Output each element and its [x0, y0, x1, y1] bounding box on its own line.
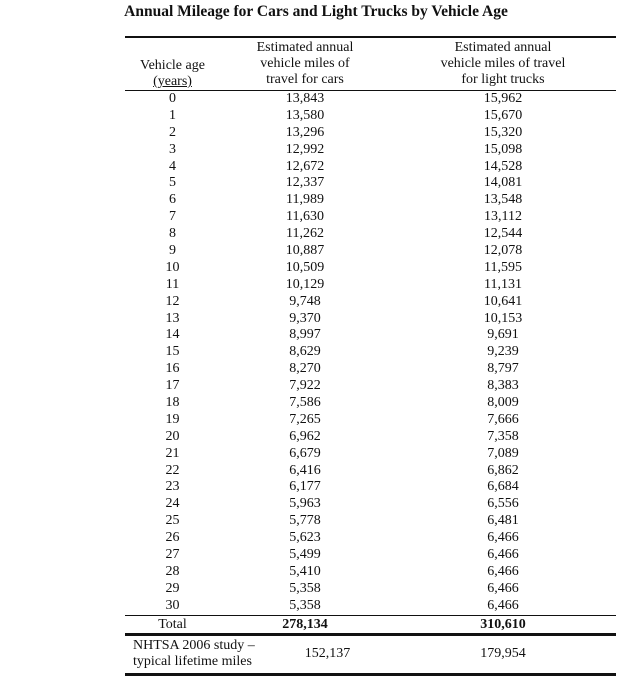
table-row [125, 260, 616, 277]
cell-age: 8 [169, 226, 176, 242]
cell-cars: 13,580 [285, 107, 325, 123]
cell-trucks: 9,239 [487, 344, 519, 360]
cell-cars: 6,416 [289, 462, 321, 478]
cell-age: 14 [165, 327, 180, 343]
table-row [125, 91, 616, 108]
cell-cars: 5,410 [289, 563, 321, 579]
header-vehicle-age [125, 38, 220, 90]
cell-trucks: 10,641 [483, 293, 523, 309]
cell-trucks: 7,666 [487, 411, 519, 427]
cell-age: 5 [169, 175, 176, 191]
cell-trucks: 13,548 [483, 192, 523, 208]
cell-cars: 6,177 [289, 479, 321, 495]
cell-age: 30 [165, 597, 180, 613]
table-row [125, 361, 616, 378]
cell-trucks: 15,098 [483, 141, 523, 157]
header-trucks [390, 38, 616, 90]
total-label: Total [158, 616, 187, 632]
cell-trucks: 7,358 [487, 428, 519, 444]
cell-trucks: 6,466 [487, 580, 519, 596]
cell-cars: 12,337 [285, 175, 325, 191]
table-row [125, 378, 616, 395]
table-row [125, 496, 616, 513]
cell-cars: 11,262 [286, 226, 324, 242]
cell-age: 21 [165, 445, 180, 461]
cell-age: 3 [169, 141, 176, 157]
total-trucks: 310,610 [480, 616, 526, 632]
cell-trucks: 6,466 [487, 547, 519, 563]
cell-age: 17 [165, 378, 180, 394]
cell-age: 9 [169, 243, 176, 259]
cell-trucks: 15,320 [483, 124, 523, 140]
cell-age: 7 [169, 209, 176, 225]
cell-cars: 6,679 [289, 445, 321, 461]
cell-cars: 8,629 [289, 344, 321, 360]
cell-age: 2 [169, 124, 176, 140]
cell-age: 23 [165, 479, 180, 495]
cell-age: 16 [165, 361, 180, 377]
table-row [125, 175, 616, 192]
cell-age: 0 [169, 91, 176, 106]
cell-cars: 10,129 [285, 276, 325, 292]
cell-trucks: 14,081 [483, 175, 523, 191]
cell-trucks: 6,862 [487, 462, 519, 478]
cell-cars: 8,270 [289, 361, 321, 377]
table-row [125, 142, 616, 159]
table-row [125, 412, 616, 429]
table-row [125, 463, 616, 480]
header-cars-line1: Estimated annual [256, 40, 354, 55]
cell-trucks: 13,112 [484, 209, 522, 225]
cell-cars: 5,499 [289, 547, 321, 563]
study-cars: 152,137 [304, 646, 351, 662]
cell-age: 13 [165, 310, 180, 326]
cell-age: 25 [165, 513, 180, 529]
cell-cars: 7,586 [289, 395, 321, 411]
table-title: Annual Mileage for Cars and Light Trucks by Vehicle Age [124, 3, 508, 20]
cell-cars: 11,630 [286, 209, 324, 225]
cell-cars: 7,922 [289, 378, 321, 394]
cell-cars: 9,370 [289, 310, 321, 326]
table-row [125, 294, 616, 311]
cell-trucks: 6,466 [487, 530, 519, 546]
table-row [125, 243, 616, 260]
total-row [125, 615, 616, 633]
cell-trucks: 12,078 [483, 243, 523, 259]
cell-cars: 13,296 [285, 124, 325, 140]
cell-cars: 5,623 [289, 530, 321, 546]
cell-trucks: 8,797 [487, 361, 519, 377]
cell-cars: 5,778 [289, 513, 321, 529]
header-cars-line2: vehicle miles of [260, 56, 350, 71]
table-row [125, 446, 616, 463]
cell-cars: 5,963 [289, 496, 321, 512]
cell-cars: 5,358 [289, 580, 321, 596]
cell-age: 19 [165, 411, 180, 427]
header-cars [220, 38, 390, 90]
header-age-line2: (years) [153, 74, 192, 89]
cell-age: 6 [169, 192, 176, 208]
table-row [125, 513, 616, 530]
cell-age: 20 [165, 428, 180, 444]
table-row [125, 192, 616, 209]
cell-cars: 11,989 [286, 192, 324, 208]
total-cars: 278,134 [282, 616, 328, 632]
cell-trucks: 6,684 [487, 479, 519, 495]
cell-cars: 8,997 [289, 327, 321, 343]
cell-trucks: 6,466 [487, 563, 519, 579]
study-label-line2: typical lifetime miles [133, 653, 252, 669]
table-row [125, 547, 616, 564]
cell-age: 27 [165, 547, 180, 563]
cell-age: 24 [165, 496, 180, 512]
cell-cars: 7,265 [289, 411, 321, 427]
cell-age: 12 [165, 293, 180, 309]
table-row [125, 277, 616, 294]
cell-trucks: 6,466 [487, 597, 519, 613]
cell-age: 22 [165, 462, 180, 478]
table-row [125, 327, 616, 344]
table-row [125, 479, 616, 496]
cell-trucks: 9,691 [487, 327, 519, 343]
cell-age: 18 [165, 395, 180, 411]
header-trucks-line3: for light trucks [461, 72, 545, 87]
mileage-table [125, 36, 616, 676]
table-row [125, 581, 616, 598]
cell-cars: 13,843 [285, 91, 325, 106]
cell-trucks: 8,383 [487, 378, 519, 394]
study-label [125, 636, 265, 673]
table-row [125, 429, 616, 446]
table-row [125, 125, 616, 142]
table-row [125, 395, 616, 412]
cell-age: 26 [165, 530, 180, 546]
table-row [125, 564, 616, 581]
study-label-line1: NHTSA 2006 study – [133, 637, 255, 653]
table-row [125, 344, 616, 361]
cell-age: 28 [165, 563, 180, 579]
cell-age: 4 [169, 158, 176, 174]
header-cars-line3: travel for cars [266, 72, 344, 87]
table-row [125, 226, 616, 243]
cell-trucks: 12,544 [483, 226, 523, 242]
cell-cars: 12,992 [285, 141, 325, 157]
cell-age: 15 [165, 344, 180, 360]
table-body [125, 91, 616, 615]
header-row [125, 38, 616, 90]
cell-age: 29 [165, 580, 180, 596]
header-trucks-line2: vehicle miles of travel [440, 56, 566, 71]
cell-cars: 10,887 [285, 243, 325, 259]
cell-cars: 10,509 [285, 259, 325, 275]
cell-trucks: 15,670 [483, 107, 523, 123]
header-trucks-line1: Estimated annual [454, 40, 552, 55]
cell-trucks: 15,962 [483, 91, 523, 106]
bottom-rule [125, 673, 616, 676]
cell-trucks: 6,481 [487, 513, 519, 529]
table-row [125, 530, 616, 547]
cell-cars: 6,962 [289, 428, 321, 444]
cell-cars: 12,672 [285, 158, 325, 174]
cell-trucks: 14,528 [483, 158, 523, 174]
table-row [125, 108, 616, 125]
cell-age: 10 [165, 259, 180, 275]
cell-trucks: 11,131 [484, 276, 522, 292]
cell-age: 11 [165, 276, 180, 292]
cell-trucks: 11,595 [484, 259, 522, 275]
cell-trucks: 6,556 [487, 496, 519, 512]
header-age-line1: Vehicle age [140, 58, 205, 73]
cell-age: 1 [169, 107, 176, 123]
study-trucks: 179,954 [480, 646, 526, 662]
cell-trucks: 7,089 [487, 445, 519, 461]
cell-trucks: 10,153 [483, 310, 523, 326]
table-row [125, 598, 616, 615]
cell-cars: 5,358 [289, 597, 321, 613]
table-row [125, 159, 616, 176]
cell-trucks: 8,009 [487, 395, 519, 411]
table-row [125, 209, 616, 226]
cell-cars: 9,748 [289, 293, 321, 309]
study-row [125, 633, 616, 673]
table-row [125, 311, 616, 328]
